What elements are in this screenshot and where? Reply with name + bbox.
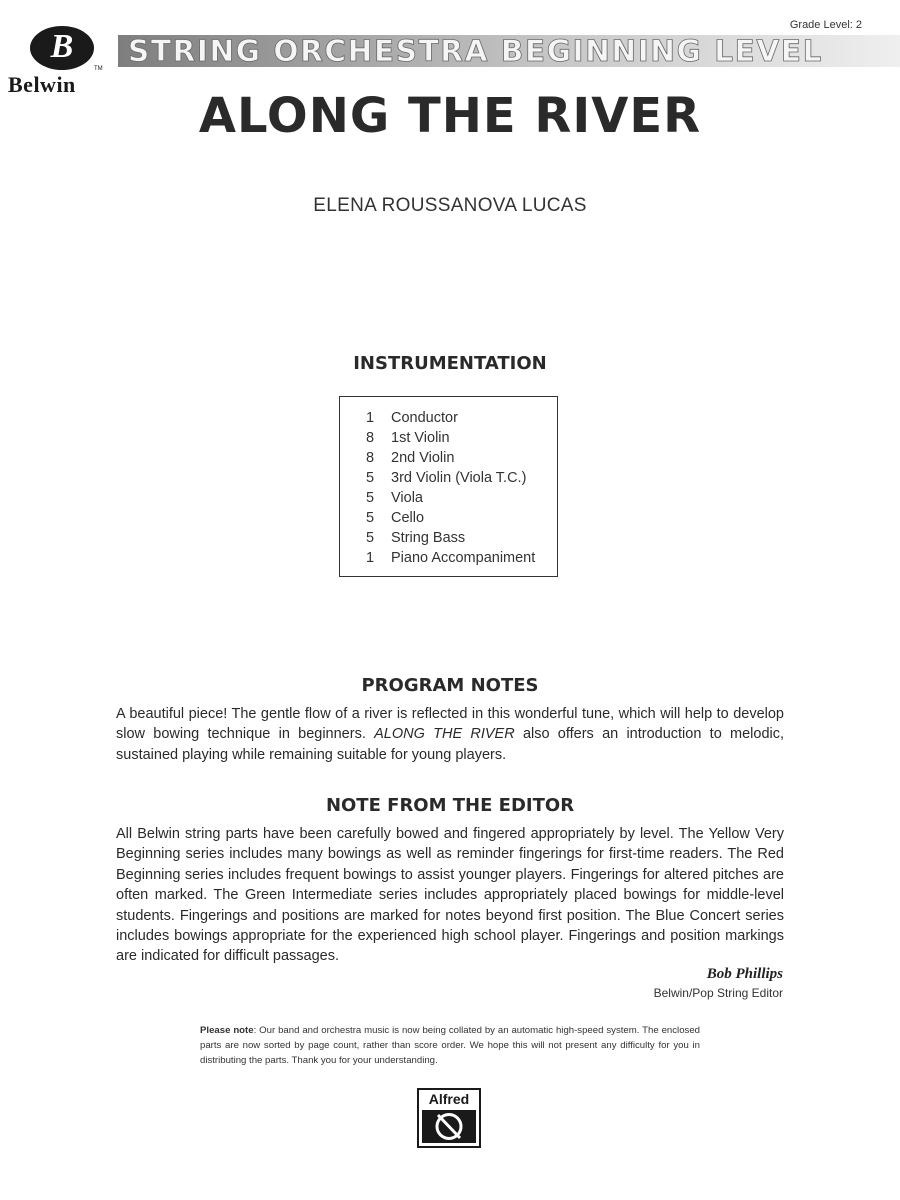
instrument-name: String Bass xyxy=(391,530,466,546)
program-notes-text-part: A beautiful piece! The gentle flow of a river is reflected in this wonderful tune, which will help to develop slow bowing technique in beginners. xyxy=(116,706,784,743)
collation-note-label: Please note xyxy=(200,1025,254,1036)
instrument-name: 3rd Violin (Viola T.C.) xyxy=(391,470,527,486)
alfred-wordmark: Alfred xyxy=(428,1091,470,1107)
program-notes-text xyxy=(116,704,784,765)
instrument-qty: 5 xyxy=(366,470,375,486)
instrument-qty: 1 xyxy=(366,410,375,426)
instrument-row xyxy=(366,468,557,488)
instrumentation-list xyxy=(339,396,558,577)
instrument-name: 1st Violin xyxy=(391,430,450,446)
editor-signature: Bob Phillips xyxy=(706,966,783,982)
grade-level: Grade Level: 2 xyxy=(789,19,862,31)
program-notes-italic-title: ALONG THE RIVER xyxy=(374,726,515,743)
belwin-emblem-letter: B xyxy=(50,28,74,65)
instrument-qty: 1 xyxy=(366,550,375,566)
trademark-mark: TM xyxy=(94,66,103,72)
collation-note xyxy=(200,1023,700,1068)
composer-name: ELENA ROUSSANOVA LUCAS xyxy=(313,195,587,216)
instrument-qty: 8 xyxy=(366,450,375,466)
instrument-name: Viola xyxy=(391,490,423,506)
instrumentation-heading: INSTRUMENTATION xyxy=(353,353,547,374)
series-banner xyxy=(118,35,900,67)
belwin-wordmark: Belwin xyxy=(8,72,76,97)
instrument-row xyxy=(366,488,557,508)
instrument-row xyxy=(366,448,557,468)
collation-note-text: : Our band and orchestra music is now being collated by an automatic high-speed system. The enclosed parts are now sorted by page count, rather than score order. We hope this will not present any difficulty for you in distributing the parts. Thank you for your understanding. xyxy=(200,1025,700,1066)
instrument-name: Piano Accompaniment xyxy=(391,550,536,566)
alfred-emblem xyxy=(422,1110,476,1143)
piece-title: ALONG THE RIVER xyxy=(198,88,702,144)
editor-note-heading: NOTE FROM THE EDITOR xyxy=(325,795,575,816)
instrument-row xyxy=(366,508,557,528)
instrument-qty: 5 xyxy=(366,530,375,546)
editor-title: Belwin/Pop String Editor xyxy=(653,986,783,1000)
program-notes-heading: PROGRAM NOTES xyxy=(361,675,539,696)
editor-note-text: All Belwin string parts have been carefully bowed and fingered appropriately by level. The Yellow Very Beginning series includes many bowings as well as reminder fingerings for first-time readers. The Red Beginning series includes frequent bowings to assist younger players. Fingerings for altered pitches are often marked. The Green Intermediate series includes appropriately placed bowings for middle-level students. Fingerings and positions are marked for notes beyond first position. The Blue Concert series includes bowings appropriate for the experienced high school player. Fingerings and position markings are indicated for difficult passages. xyxy=(116,826,784,965)
instrument-row xyxy=(366,528,557,548)
alfred-emblem-graphic xyxy=(422,1110,476,1143)
instrument-qty: 5 xyxy=(366,490,375,506)
instrument-name: Conductor xyxy=(391,410,458,426)
instrument-qty: 8 xyxy=(366,430,375,446)
series-title: STRING ORCHESTRA BEGINNING LEVEL xyxy=(128,35,823,67)
program-notes-text-part: also offers an introduction to melodic, sustained playing while remaining suitable for young players. xyxy=(116,726,785,763)
instrument-row xyxy=(366,548,557,568)
instrument-name: Cello xyxy=(391,510,425,526)
belwin-emblem xyxy=(30,26,94,70)
instrument-name: 2nd Violin xyxy=(391,450,455,466)
alfred-logo xyxy=(417,1088,481,1148)
instrument-row xyxy=(366,408,557,428)
instrument-qty: 5 xyxy=(366,510,375,526)
instrument-row xyxy=(366,428,557,448)
